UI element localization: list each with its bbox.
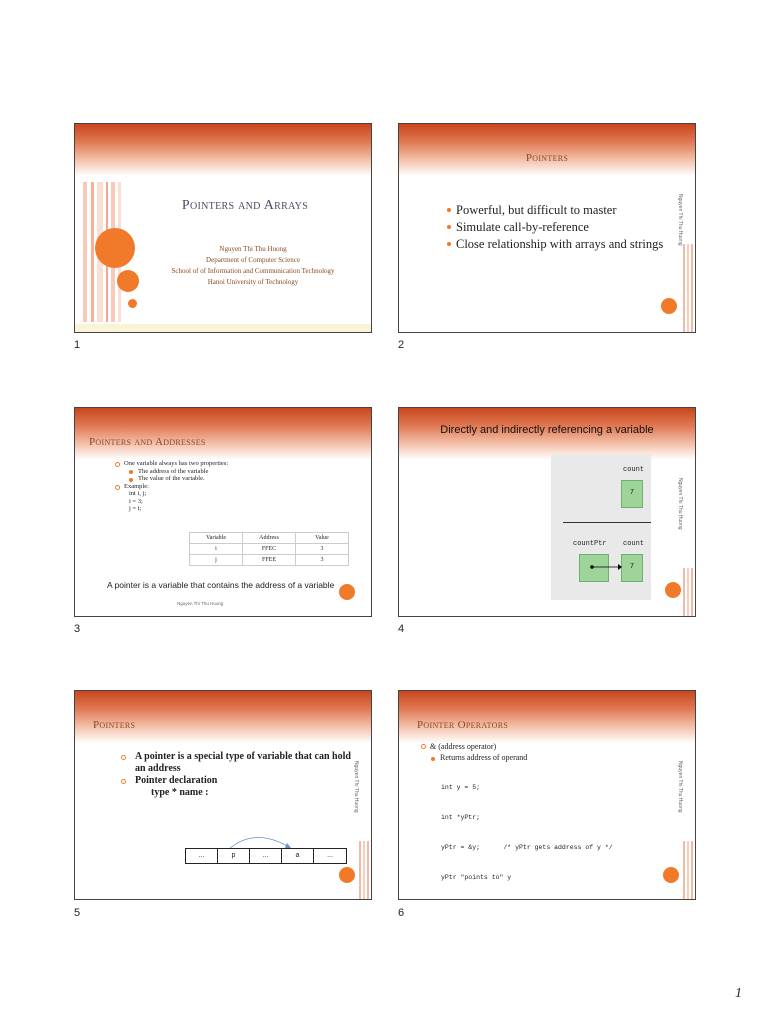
memory-cell: p xyxy=(218,849,250,863)
memory-cell: a xyxy=(282,849,314,863)
university: Hanoi University of Technology xyxy=(207,278,299,286)
code-block xyxy=(115,490,315,513)
decor-circle xyxy=(339,584,355,600)
code-line: yPtr "points to" y xyxy=(441,874,512,881)
footer-author: Nguyen Thi Thu Huong xyxy=(177,601,224,606)
list-item: Close relationship with arrays and strings xyxy=(447,236,677,253)
slide-title: Pointers and Addresses xyxy=(89,436,206,448)
table-cell: j xyxy=(190,555,243,566)
author-name: Nguyen Thi Thu Huong xyxy=(219,245,287,253)
memory-cell: ... xyxy=(327,852,333,859)
code-line: int *yPtr; xyxy=(441,814,481,821)
content xyxy=(421,741,671,900)
bullet-address-operator: & (address operator) xyxy=(421,741,671,752)
list-item: Simulate call-by-reference xyxy=(447,219,677,236)
column-header: Variable xyxy=(190,533,243,544)
bullet-properties: One variable always has two properties: xyxy=(115,460,315,468)
sub-bullet: Returns address of operand xyxy=(421,752,671,763)
slide-number-4: 4 xyxy=(398,623,405,635)
side-stripes xyxy=(683,841,693,899)
table-cell: 3 xyxy=(296,544,349,555)
list-item: Powerful, but difficult to master xyxy=(447,202,677,219)
slide-4 xyxy=(398,407,696,617)
diagram-panel xyxy=(551,454,651,600)
table-cell: 3 xyxy=(296,555,349,566)
bullet-list xyxy=(447,202,677,253)
memory-cell: ... xyxy=(186,849,218,863)
header-band xyxy=(399,691,695,743)
decor-circle-small xyxy=(112,256,121,265)
pointer-definition: A pointer is a variable that contains the address of a variable xyxy=(107,580,335,590)
memory-cell: ... xyxy=(250,849,282,863)
slide-2 xyxy=(398,123,696,333)
slide-number-6: 6 xyxy=(398,907,405,919)
table-header-row xyxy=(190,533,349,544)
slide-number-1: 1 xyxy=(74,339,81,351)
table-row xyxy=(190,544,349,555)
code-line: j = i; xyxy=(129,505,142,512)
table-cell: FFEC xyxy=(243,544,296,555)
bullet-example: Example: xyxy=(115,483,315,491)
decor-circle-tiny xyxy=(128,299,137,308)
column-header: Address xyxy=(243,533,296,544)
bullet-declaration: Pointer declaration xyxy=(121,775,353,787)
slide-5 xyxy=(74,690,372,900)
decor-circle xyxy=(663,867,679,883)
side-stripes xyxy=(683,244,693,332)
code-block xyxy=(421,763,671,900)
slide-6 xyxy=(398,690,696,900)
decor-circle xyxy=(665,582,681,598)
slide-title: Pointers and Arrays xyxy=(181,198,309,213)
side-author: Nguyen Thi Thu Huong xyxy=(677,761,683,813)
side-author: Nguyen Thi Thu Huong xyxy=(677,478,683,530)
code-line: yPtr = &y; /* yPtr gets address of y */ xyxy=(441,844,613,851)
side-author: Nguyen Thi Thu Huong xyxy=(677,194,683,246)
count-value-2: 7 xyxy=(629,563,635,571)
count-label-2: count xyxy=(623,540,645,548)
author-block xyxy=(135,244,371,288)
side-stripes xyxy=(683,568,693,616)
count-label: count xyxy=(623,466,645,474)
sub-bullet-value: The value of the variable. xyxy=(115,475,315,483)
slide-number-5: 5 xyxy=(74,907,81,919)
slide-1 xyxy=(74,123,372,333)
count-value: 7 xyxy=(629,489,635,497)
count-box xyxy=(621,480,643,508)
school: School of of Information and Communication Technology xyxy=(171,267,335,275)
pointer-arrow xyxy=(589,562,623,572)
decor-circle xyxy=(661,298,677,314)
pointer-label: countPtr xyxy=(573,540,607,548)
header-band xyxy=(75,124,371,176)
content xyxy=(115,460,315,513)
slide-title: Pointer Operators xyxy=(417,719,509,731)
table-cell: i xyxy=(190,544,243,555)
divider xyxy=(563,522,651,523)
header-band xyxy=(75,408,371,460)
content xyxy=(121,751,353,799)
header-band xyxy=(75,691,371,743)
table-row xyxy=(190,555,349,566)
slide-number-2: 2 xyxy=(398,339,405,351)
slide-title: Directly and indirectly referencing a variable xyxy=(440,424,654,436)
side-author: Nguyen Thi Thu Huong xyxy=(353,761,359,813)
side-stripes xyxy=(359,841,369,899)
slide-3 xyxy=(74,407,372,617)
code-line: int y = 5; xyxy=(441,784,481,791)
page-number: 1 xyxy=(735,986,742,1001)
memory-cells xyxy=(185,848,347,864)
count-box-2 xyxy=(621,554,643,582)
column-header: Value xyxy=(296,533,349,544)
slide-number-3: 3 xyxy=(74,623,81,635)
declaration-syntax: type * name : xyxy=(151,787,209,798)
sub-bullet-address: The address of the variable xyxy=(115,468,315,476)
decor-circle xyxy=(339,867,355,883)
slide-title: Pointers xyxy=(525,152,569,164)
bullet-definition: A pointer is a special type of variable that can hold an address xyxy=(121,751,353,775)
bottom-strip xyxy=(75,324,371,332)
table-cell: FFEE xyxy=(243,555,296,566)
header-band xyxy=(399,124,695,176)
slide-title: Pointers xyxy=(93,719,136,731)
department: Department of Computer Science xyxy=(206,256,300,264)
address-table xyxy=(189,532,349,566)
code-line: int i, j; xyxy=(129,490,147,497)
code-line: i = 3; xyxy=(129,497,143,505)
